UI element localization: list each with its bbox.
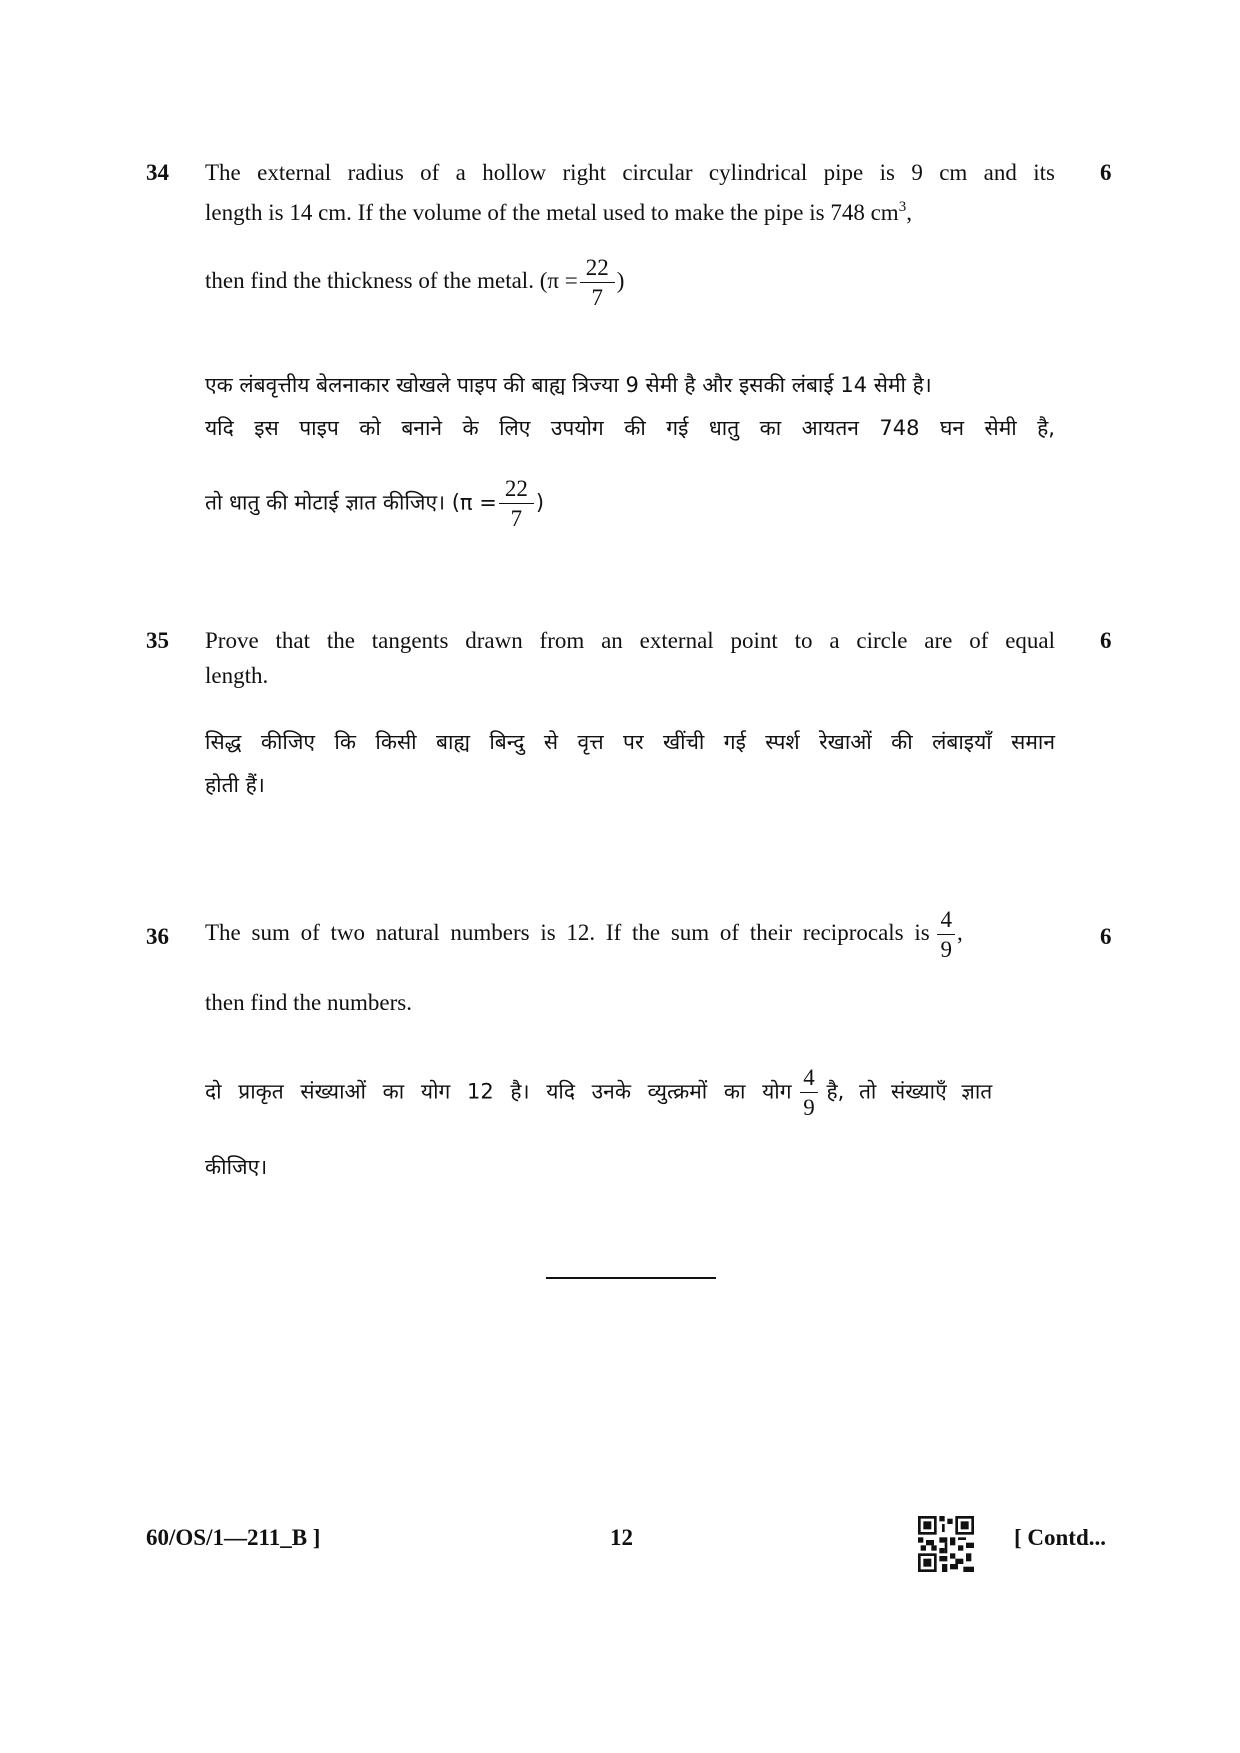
fraction-denominator: 7 bbox=[591, 285, 603, 310]
pi-fraction bbox=[580, 256, 615, 309]
text-span: है, तो संख्याएँ ज्ञात bbox=[826, 1079, 993, 1104]
question-number: 34 bbox=[146, 160, 169, 185]
fraction-numerator: 4 bbox=[937, 908, 955, 935]
qr-code-icon bbox=[918, 1516, 974, 1572]
hindi-text-line bbox=[205, 1066, 1055, 1119]
page-number: 12 bbox=[610, 1525, 633, 1550]
reciprocal-sum-fraction bbox=[937, 908, 955, 961]
text-span: The sum of two natural numbers is 12. If the sum of their reciprocals is bbox=[205, 919, 930, 945]
text-span: ) bbox=[535, 490, 545, 515]
text-span: , bbox=[956, 919, 963, 945]
fraction-numerator: 22 bbox=[499, 477, 534, 504]
question-marks: 6 bbox=[1100, 160, 1112, 185]
text-span: then find the thickness of the metal. (π = bbox=[205, 267, 578, 293]
english-text-line: then find the numbers. bbox=[205, 990, 412, 1015]
hindi-text-line: एक लंबवृत्तीय बेलनाकार खोखले पाइप की बाह्य त्रिज्या 9 सेमी है और इसकी लंबाई 14 सेमी है। bbox=[205, 373, 932, 397]
fraction-denominator: 7 bbox=[510, 506, 523, 531]
hindi-text-line: सिद्ध कीजिए कि किसी बाह्य बिन्दु से वृत्त पर खींची गई स्पर्श रेखाओं की लंबाइयाँ समान bbox=[205, 730, 1055, 754]
end-of-section-rule bbox=[546, 1277, 716, 1279]
fraction-denominator: 9 bbox=[803, 1095, 815, 1120]
superscript: 3 bbox=[898, 199, 907, 215]
english-text-line bbox=[205, 908, 1055, 961]
hindi-text-line: यदि इस पाइप को बनाने के लिए उपयोग की गई धातु का आयतन 748 घन सेमी है, bbox=[205, 416, 1055, 440]
english-text-line: length. bbox=[205, 663, 269, 688]
hindi-text-line: कीजिए। bbox=[205, 1155, 268, 1179]
reciprocal-sum-fraction bbox=[800, 1066, 818, 1119]
text-span: length is 14 cm. If the volume of the metal used to make the pipe is 748 cm bbox=[205, 200, 899, 225]
english-text-line bbox=[205, 192, 1105, 228]
hindi-text-line: होती हैं। bbox=[205, 773, 265, 797]
fraction-denominator: 9 bbox=[940, 937, 952, 962]
text-span: तो धातु की मोटाई ज्ञात कीजिए। (π = bbox=[205, 490, 497, 515]
hindi-text-line bbox=[205, 477, 1055, 530]
paper-code: 60/OS/1—211_B ] bbox=[146, 1525, 321, 1550]
pi-fraction bbox=[499, 477, 534, 530]
english-text-line: The external radius of a hollow right circular cylindrical pipe is 9 cm and its bbox=[205, 160, 1055, 185]
question-marks: 6 bbox=[1100, 924, 1112, 949]
english-text-line bbox=[205, 256, 1055, 309]
text-span: , bbox=[906, 200, 912, 225]
text-span: दो प्राकृत संख्याओं का योग 12 है। यदि उनके व्युत्क्रमों का योग bbox=[205, 1079, 792, 1104]
fraction-numerator: 4 bbox=[800, 1066, 818, 1093]
fraction-numerator: 22 bbox=[580, 256, 615, 283]
question-number: 35 bbox=[146, 628, 169, 653]
english-text-line: Prove that the tangents drawn from an external point to a circle are of equal bbox=[205, 628, 1055, 653]
question-number: 36 bbox=[146, 924, 169, 949]
question-marks: 6 bbox=[1100, 628, 1112, 653]
continued-label: [ Contd... bbox=[1014, 1525, 1107, 1550]
text-span: ) bbox=[616, 267, 625, 293]
